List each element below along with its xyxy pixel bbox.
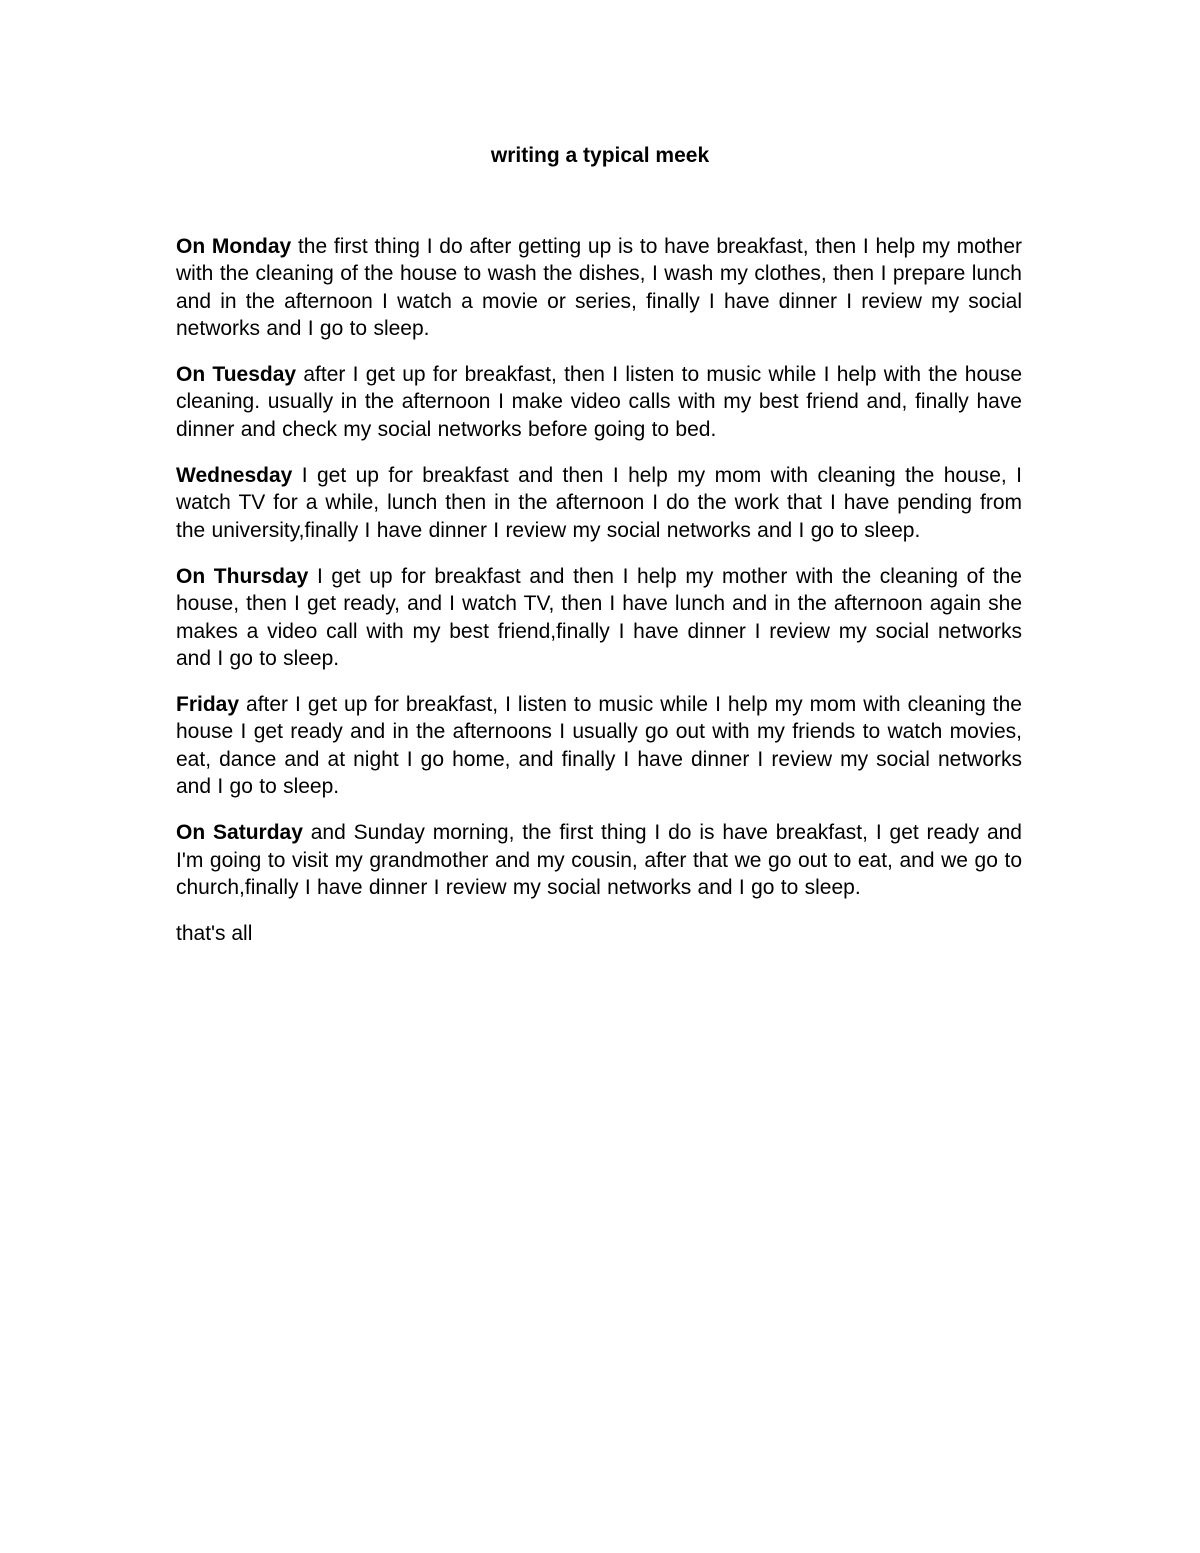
paragraph-lead: On Tuesday bbox=[176, 363, 297, 387]
paragraph-thursday bbox=[176, 563, 1022, 672]
paragraph-wednesday bbox=[176, 462, 1022, 544]
paragraph-lead: On Monday bbox=[176, 235, 292, 258]
paragraph-monday bbox=[176, 233, 1022, 342]
paragraph-text: and Sunday morning, the first thing I do is have breakfast, I get ready and I'm going to visit my grandmother and my cousin, after that we go out to eat, and we go to church,finally I have dinner I review my social networks and I go to sleep. bbox=[176, 821, 1022, 899]
paragraph-text: the first thing I do after getting up is to have breakfast, then I help my mother with the cleaning of the house to wash the dishes, I wash my clothes, then I prepare lunch and in the afternoon I watch a movie or series, finally I have dinner I review my social networks and I go to sleep. bbox=[176, 235, 1022, 340]
document-title: writing a typical meek bbox=[490, 144, 710, 167]
paragraph-lead: Wednesday bbox=[176, 464, 293, 488]
paragraph-text: after I get up for breakfast, I listen to music while I help my mom with cleaning the house I get ready and in the afternoons I usually go out with my friends to watch movies, eat, dance and at night I go home, and finally I have dinner I review my social networks and I go to sleep. bbox=[176, 693, 1022, 799]
paragraph-tuesday bbox=[176, 361, 1022, 443]
paragraph-lead: Friday bbox=[176, 693, 240, 717]
paragraph-lead: On Saturday bbox=[176, 821, 303, 845]
paragraph-lead: On Thursday bbox=[176, 564, 309, 588]
paragraph-text: I get up for breakfast and then I help my mom with cleaning the house, I watch TV for a while, lunch then in the afternoon I do the work that I have pending from the university,finally I have dinner I review my social networks and I go to sleep. bbox=[176, 464, 1022, 542]
paragraph-text: after I get up for breakfast, then I listen to music while I help with the house cleaning. usually in the afternoon I make video calls with my best friend and, finally have dinner and check my social networks before going to bed. bbox=[176, 363, 1022, 441]
paragraph-saturday bbox=[176, 819, 1022, 901]
document-body bbox=[176, 233, 1022, 948]
paragraph-text: I get up for breakfast and then I help my mother with the cleaning of the house, then I get ready, and I watch TV, then I have lunch and in the afternoon again she makes a video call with my best friend,finally I have dinner I review my social networks and I go to sleep. bbox=[176, 564, 1022, 670]
paragraph-friday bbox=[176, 691, 1022, 800]
closing-line: that's all bbox=[176, 922, 253, 946]
